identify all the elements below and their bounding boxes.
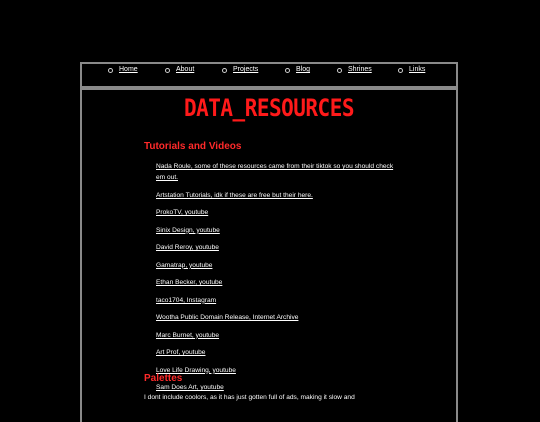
top-nav bbox=[82, 64, 456, 90]
list-item bbox=[156, 224, 396, 235]
palettes-heading: Palettes bbox=[144, 373, 183, 384]
list-item bbox=[156, 276, 396, 287]
tutorials-heading: Tutorials and Videos bbox=[144, 141, 242, 152]
list-item bbox=[156, 381, 396, 392]
list-item bbox=[156, 189, 396, 200]
resource-link[interactable]: Sinix Design, youtube bbox=[156, 226, 220, 234]
nav-link-shrines[interactable]: Shrines bbox=[348, 66, 372, 73]
resource-link[interactable]: Artstation Tutorials, idk if these are free but their here. bbox=[156, 191, 313, 199]
resource-link[interactable]: Ethan Becker, youtube bbox=[156, 279, 223, 287]
bullet-icon bbox=[285, 68, 290, 73]
resource-link[interactable]: David Reroy, youtube bbox=[156, 244, 219, 252]
list-item bbox=[156, 241, 396, 252]
resource-link[interactable]: Gamatrap, youtube bbox=[156, 261, 213, 269]
resource-link[interactable]: Art Prof, youtube bbox=[156, 349, 206, 357]
page-frame bbox=[80, 62, 458, 422]
tutorials-list bbox=[156, 160, 396, 399]
resource-link[interactable]: taco1704, Instagram bbox=[156, 296, 217, 304]
nav-link-blog[interactable]: Blog bbox=[296, 66, 311, 73]
list-item bbox=[156, 160, 396, 183]
resource-link[interactable]: Nada Roule, some of these resources came from their tiktok so you should check em out. bbox=[156, 163, 394, 182]
list-item bbox=[156, 294, 396, 305]
list-item bbox=[156, 259, 396, 270]
list-item bbox=[156, 206, 396, 217]
palettes-description: I dont include coolors, as it has just gotten full of ads, making it slow and bbox=[144, 394, 355, 401]
resource-link[interactable]: ProkoTV, youtube bbox=[156, 209, 209, 217]
page-title: DATA_RESOURCES bbox=[183, 94, 354, 122]
list-item bbox=[156, 311, 396, 322]
nav-link-home[interactable]: Home bbox=[119, 66, 138, 73]
list-item bbox=[156, 329, 396, 340]
resource-link[interactable]: Love Life Drawing, youtube bbox=[156, 366, 236, 374]
main-content bbox=[82, 90, 456, 410]
nav-link-about[interactable]: About bbox=[176, 66, 195, 73]
resource-link[interactable]: Sam Does Art, youtube bbox=[156, 384, 224, 392]
bullet-icon bbox=[337, 68, 342, 73]
resource-link[interactable]: Wootha Public Domain Release, Internet Archive bbox=[156, 314, 299, 322]
bullet-icon bbox=[165, 68, 170, 73]
bullet-icon bbox=[108, 68, 113, 73]
nav-link-projects[interactable]: Projects bbox=[233, 66, 259, 73]
bullet-icon bbox=[398, 68, 403, 73]
list-item bbox=[156, 346, 396, 357]
bullet-icon bbox=[222, 68, 227, 73]
resource-link[interactable]: Marc Burnet, youtube bbox=[156, 331, 220, 339]
nav-link-links[interactable]: Links bbox=[409, 66, 426, 73]
list-item bbox=[156, 364, 396, 375]
